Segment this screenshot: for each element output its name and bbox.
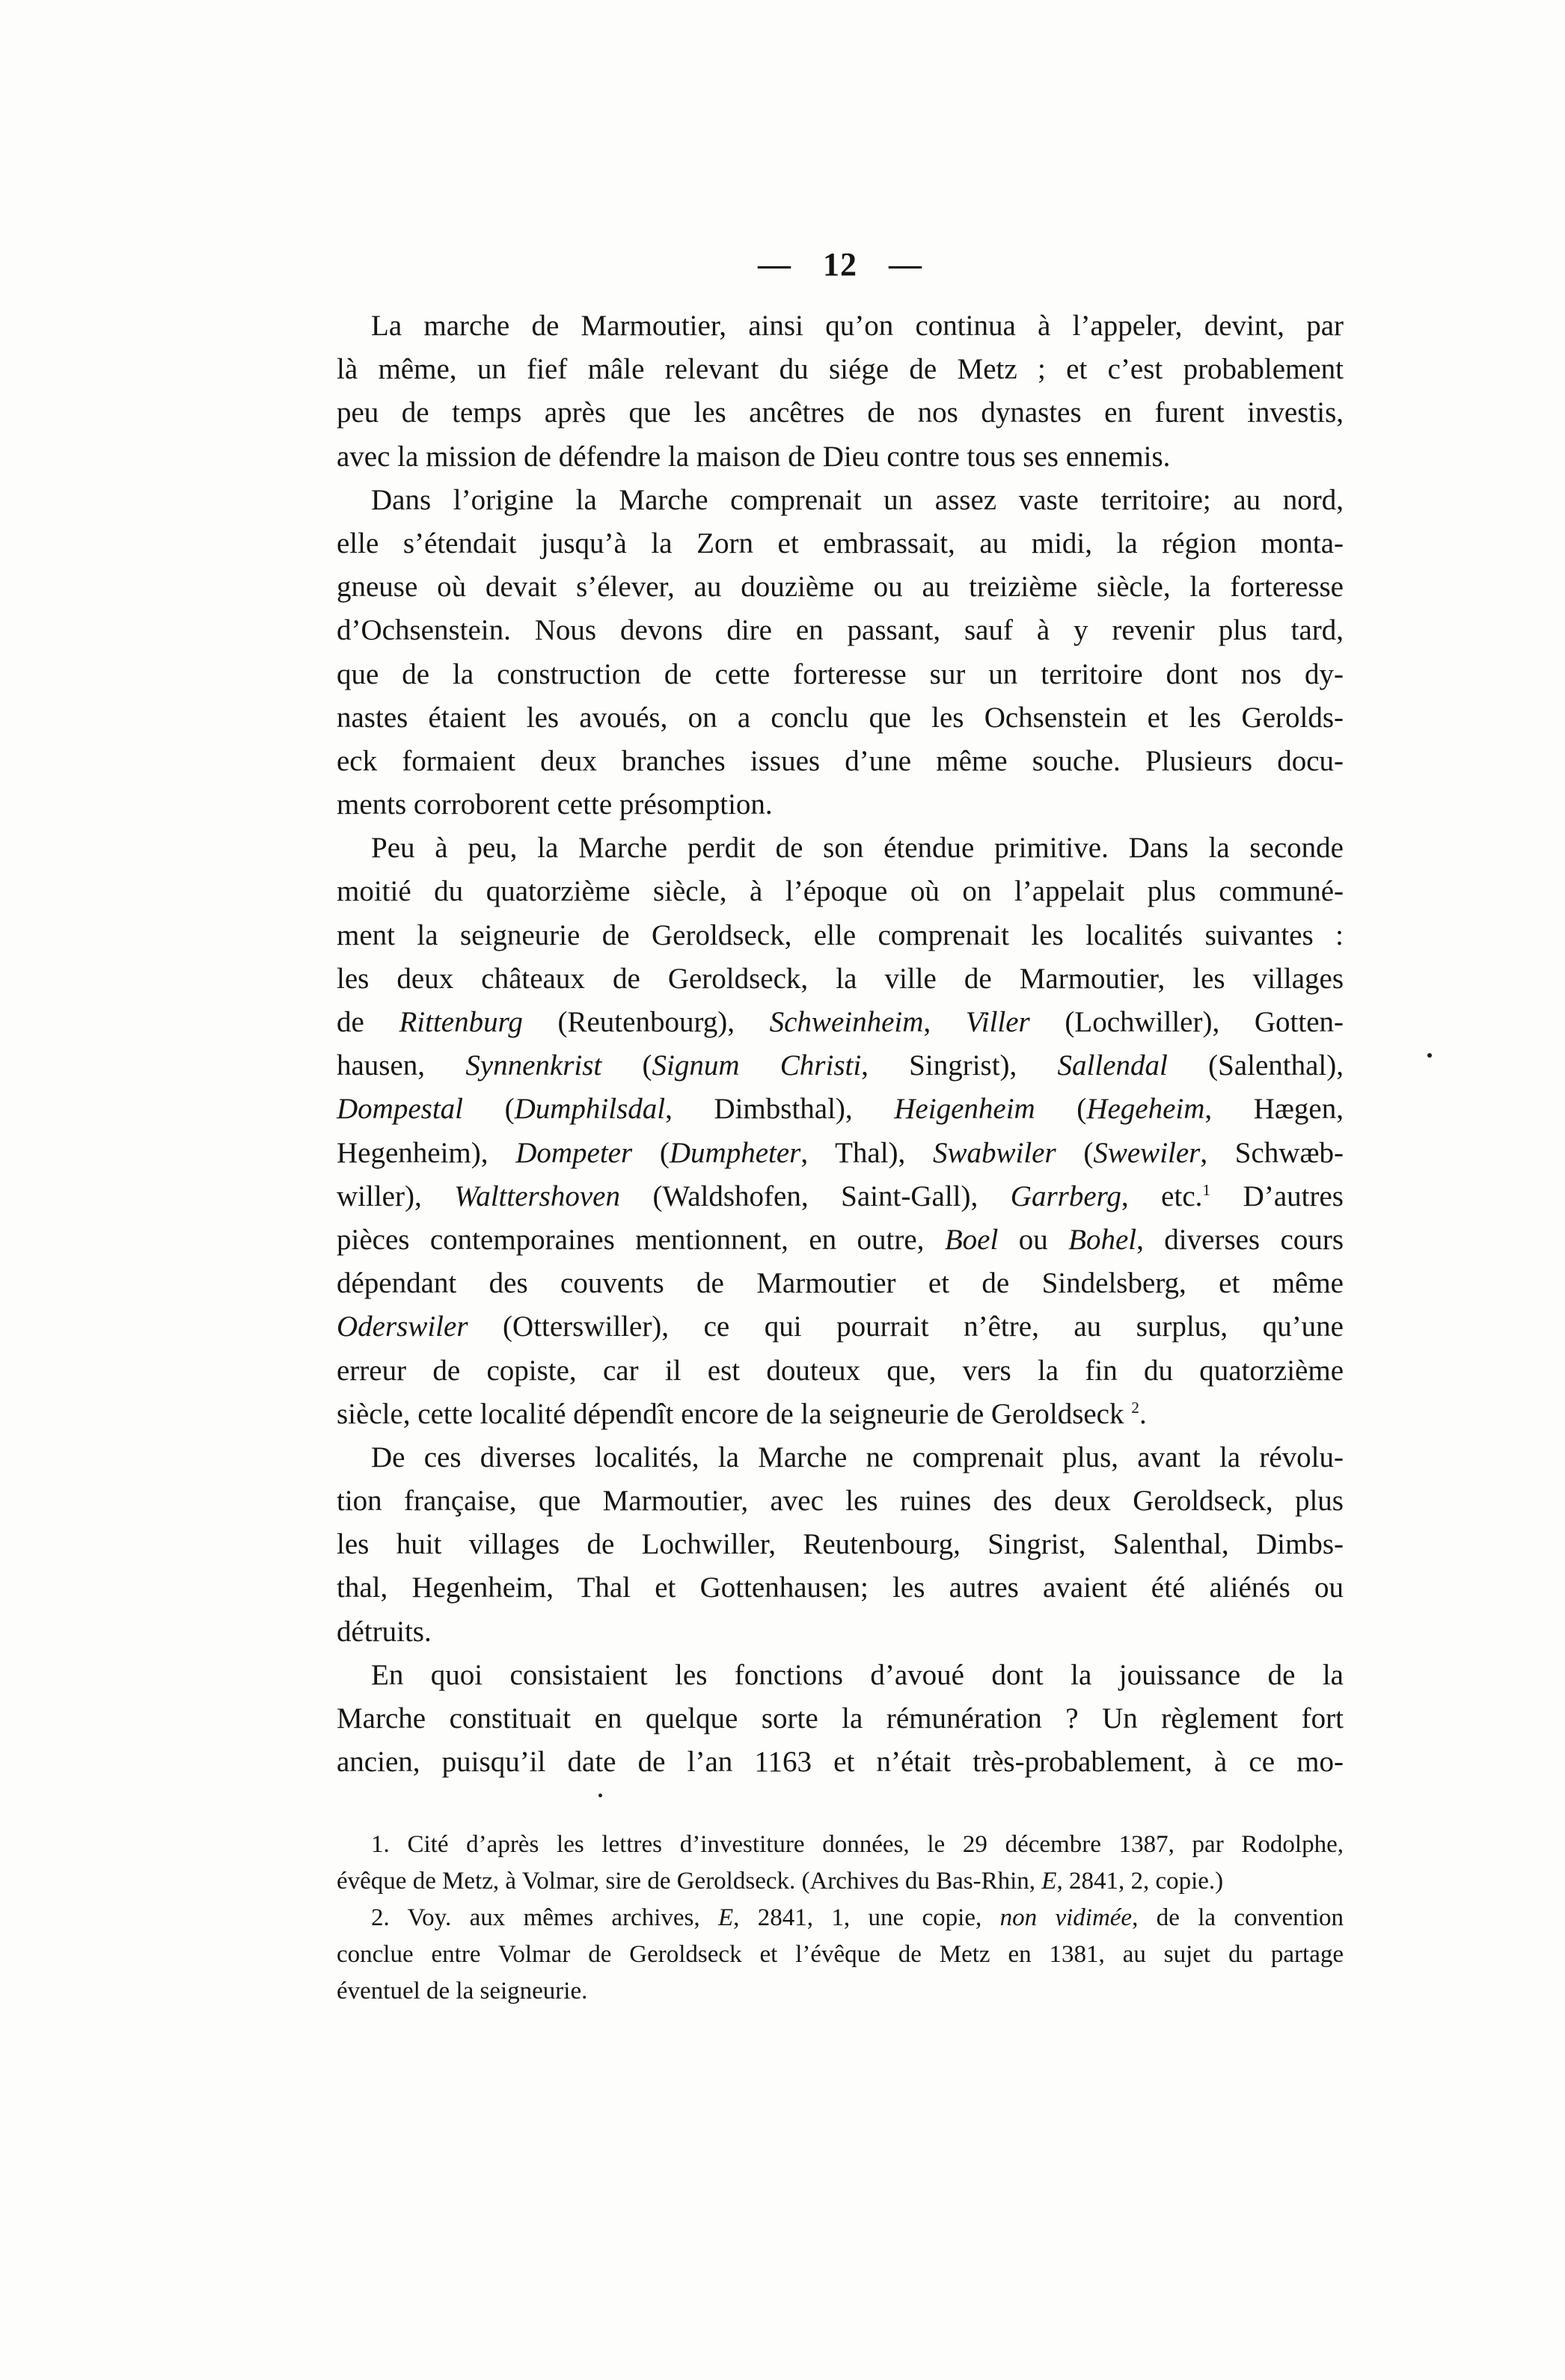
text-line: d’Ochsenstein. Nous devons dire en passant, sauf à y revenir plus tard, bbox=[337, 614, 1344, 647]
text-line: La marche de Marmoutier, ainsi qu’on continua à l’appeler, devint, par bbox=[371, 310, 1344, 342]
text-line: Peu à peu, la Marche perdit de son étendue primitive. Dans la seconde bbox=[371, 832, 1344, 865]
text-line: nastes étaient les avoués, on a conclu que les Ochsenstein et les Gerolds- bbox=[337, 701, 1344, 734]
text-line: En quoi consistaient les fonctions d’avoué dont la jouissance de la bbox=[371, 1658, 1344, 1691]
paragraph-4 bbox=[337, 1436, 1344, 1654]
text-line: conclue entre Volmar de Geroldseck et l’évêque de Metz en 1381, au sujet du partage bbox=[337, 1941, 1344, 1968]
paragraph-3 bbox=[337, 826, 1344, 1436]
text-line: de Rittenburg (Reutenbourg), Schweinheim, Viller (Lochwiller), Gotten- bbox=[337, 1006, 1344, 1038]
text-line: dépendant des couvents de Marmoutier et de Sindelsberg, et même bbox=[337, 1267, 1344, 1300]
text-line: Hegenheim), Dompeter (Dumpheter, Thal), Swabwiler (Swewiler, Schwæb- bbox=[337, 1136, 1344, 1169]
text-line: peu de temps après que les ancêtres de nos dynastes en furent investis, bbox=[337, 396, 1344, 429]
text-line: Dans l’origine la Marche comprenait un assez vaste territoire; au nord, bbox=[371, 483, 1344, 516]
text-line: Marche constituait en quelque sorte la rémunération ? Un règlement fort bbox=[337, 1702, 1344, 1735]
footnote-1 bbox=[337, 1827, 1344, 1900]
text-line: willer), Walttershoven (Waldshofen, Saint-Gall), Garrberg, etc.$^1$ D’autres bbox=[337, 1180, 1344, 1212]
text-line: gneuse où devait s’élever, au douzième ou au treizième siècle, la forteresse bbox=[337, 571, 1344, 604]
text-line: ments corroborent cette présomption. bbox=[337, 788, 773, 821]
footnotes bbox=[337, 1827, 1344, 2010]
text-line: siècle, cette localité dépendît encore de la seigneurie de Geroldseck $^2$. bbox=[337, 1397, 1147, 1430]
text-line: Dompestal (Dumphilsdal, Dimbsthal), Heigenheim (Hegeheim, Hægen, bbox=[337, 1093, 1344, 1126]
text-line: que de la construction de cette forteresse sur un territoire dont nos dy- bbox=[337, 657, 1344, 690]
footnote-2 bbox=[337, 1900, 1344, 2010]
ink-speck bbox=[598, 1794, 602, 1797]
text-line: éventuel de la seigneurie. bbox=[337, 1978, 588, 2005]
text-line: erreur de copiste, car il est douteux que, vers la fin du quatorzième bbox=[337, 1354, 1344, 1387]
text-line: thal, Hegenheim, Thal et Gottenhausen; les autres avaient été aliénés ou bbox=[337, 1571, 1344, 1604]
text-line: De ces diverses localités, la Marche ne comprenait plus, avant la révolu- bbox=[371, 1441, 1344, 1473]
text-line: ment la seigneurie de Geroldseck, elle comprenait les localités suivantes : bbox=[337, 918, 1344, 951]
text-line: les deux châteaux de Geroldseck, la ville de Marmoutier, les villages bbox=[337, 962, 1344, 995]
text-line: elle s’étendait jusqu’à la Zorn et embrassait, au midi, la région monta- bbox=[337, 527, 1344, 559]
text-line: eck formaient deux branches issues d’une même souche. Plusieurs docu- bbox=[337, 744, 1344, 777]
text-line: détruits. bbox=[337, 1615, 432, 1648]
ink-speck bbox=[1427, 1053, 1432, 1058]
text-line: évêque de Metz, à Volmar, sire de Geroldseck. (Archives du Bas-Rhin, E, 2841, 2, copie.) bbox=[337, 1868, 1224, 1895]
text-line: tion française, que Marmoutier, avec les ruines des deux Geroldseck, plus bbox=[337, 1485, 1344, 1518]
text-line: avec la mission de défendre la maison de Dieu contre tous ses ennemis. bbox=[337, 440, 1171, 473]
page-number: — 12 — bbox=[758, 246, 922, 283]
text-line: ancien, puisqu’il date de l’an 1163 et n’était très-probablement, à ce mo- bbox=[337, 1746, 1344, 1779]
paragraph-2 bbox=[337, 479, 1344, 827]
text-line: 1. Cité d’après les lettres d’investiture données, le 29 décembre 1387, par Rodolphe, bbox=[371, 1831, 1344, 1858]
text-line: moitié du quatorzième siècle, à l’époque où on l’appelait plus communé- bbox=[337, 875, 1344, 908]
text-line: les huit villages de Lochwiller, Reutenbourg, Singrist, Salenthal, Dimbs- bbox=[337, 1528, 1344, 1561]
paragraph-1 bbox=[337, 304, 1344, 479]
text-line: Oderswiler (Otterswiller), ce qui pourrait n’être, au surplus, qu’une bbox=[337, 1310, 1344, 1343]
paragraph-5 bbox=[337, 1654, 1344, 1785]
text-line: 2. Voy. aux mêmes archives, E, 2841, 1, une copie, non vidimée, de la convention bbox=[371, 1904, 1344, 1931]
text-line: là même, un fief mâle relevant du siége de Metz ; et c’est probablement bbox=[337, 353, 1344, 386]
text-line: pièces contemporaines mentionnent, en outre, Boel ou Bohel, diverses cours bbox=[337, 1223, 1344, 1256]
page-body bbox=[337, 304, 1344, 1784]
text-line: hausen, Synnenkrist (Signum Christi, Singrist), Sallendal (Salenthal), bbox=[337, 1049, 1344, 1082]
